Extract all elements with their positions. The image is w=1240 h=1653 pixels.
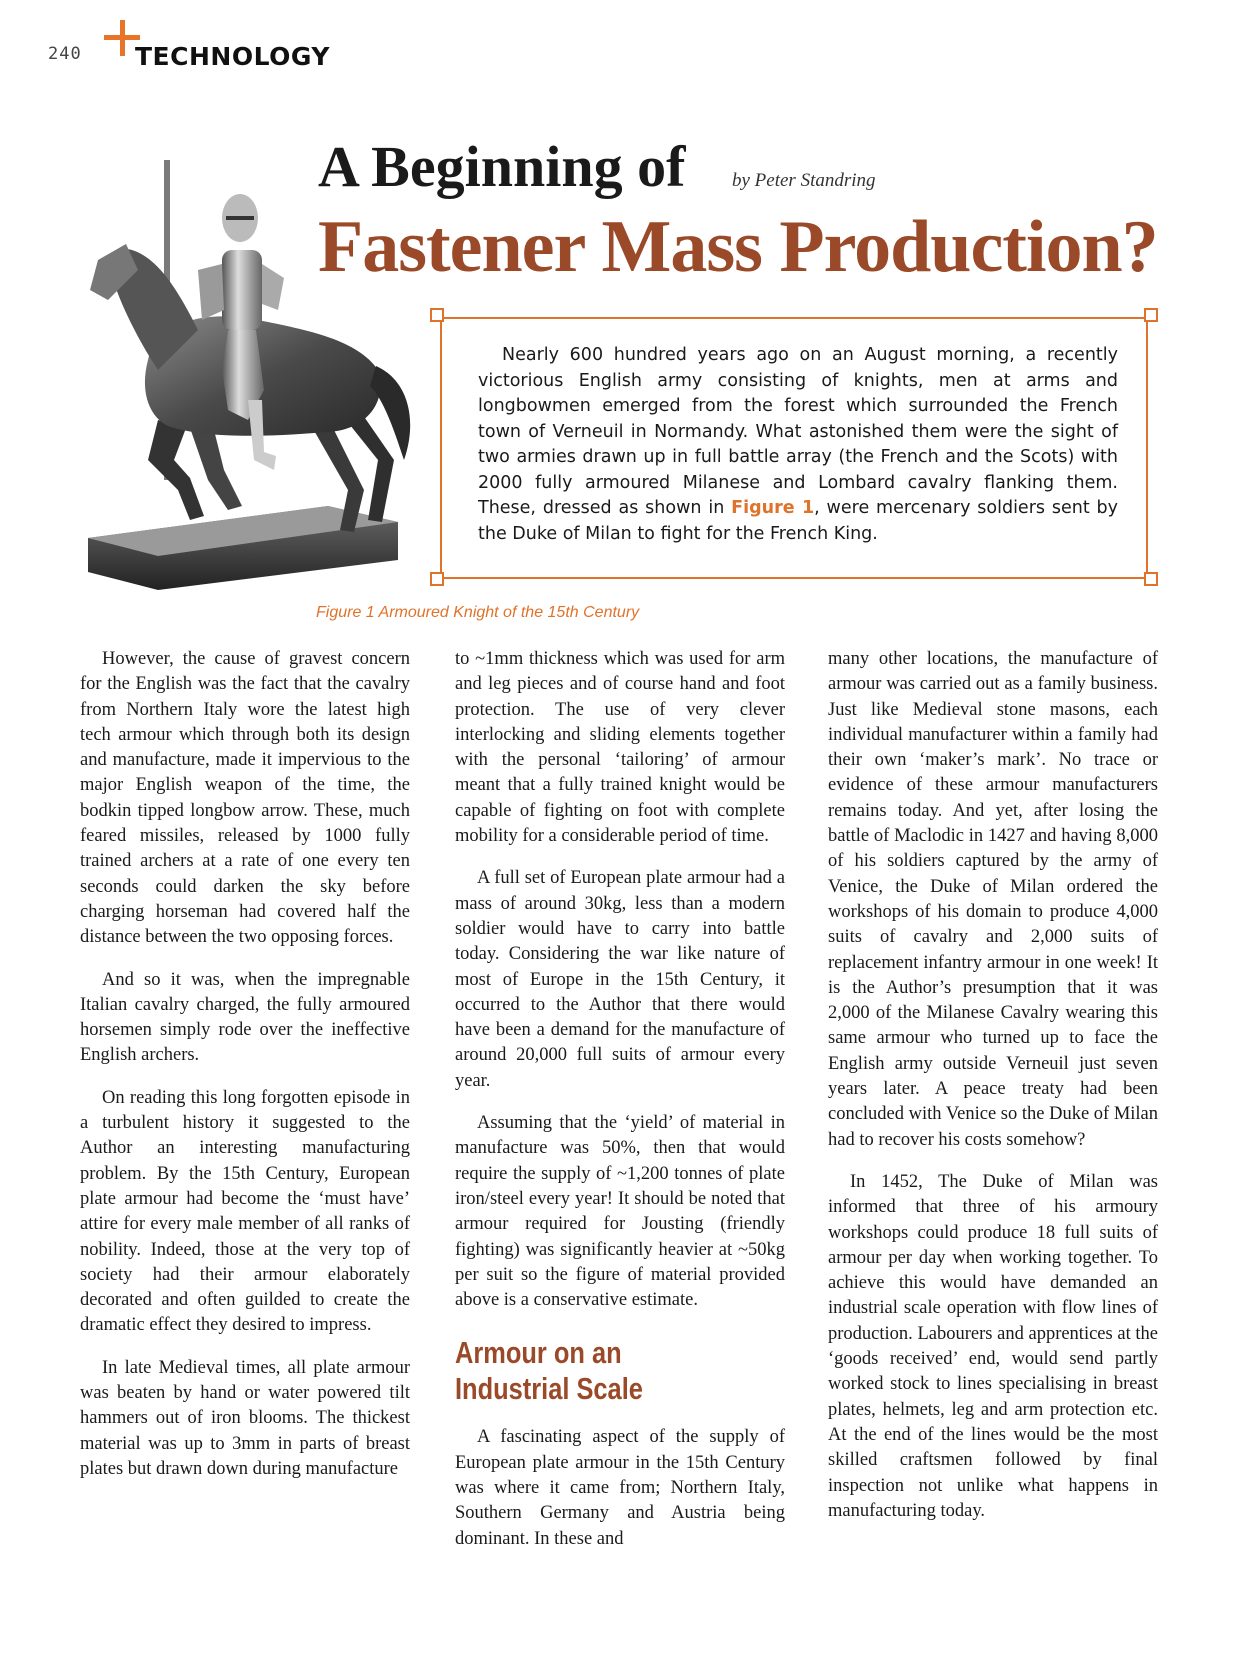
paragraph: A full set of European plate armour had a mass of around 30kg, less than a modern soldier would have to carry into battle today. Considering the war like nature of most of Europe in the 15th Century, it occurred to the Author that there would have been a demand for the manufacture of around 20,000 full suits of armour every year. <box>455 868 785 1091</box>
page-number: 240 <box>48 44 82 64</box>
title-line-2: Fastener Mass Production? <box>318 206 1158 288</box>
paragraph: In late Medieval times, all plate armour was beaten by hand or water powered tilt hammers out of iron blooms. The thickest material was up to 3mm in parts of breast plates but drawn down during manufacture <box>80 1357 410 1479</box>
title-line-1: A Beginning of <box>318 134 686 199</box>
paragraph: On reading this long forgotten episode in a turbulent history it suggested to the Author an interesting manufacturing problem. By the 15th Century, European plate armour had become the ‘must have’ attire for every male member of all ranks of nobility. Indeed, those at the very top of society had their armour elaborately decorated and often guilded to create the dramatic effect they desired to impress. <box>80 1087 410 1336</box>
paragraph: A fascinating aspect of the supply of European plate armour in the 15th Century was where it came from; Northern Italy, Southern Germany and Austria being dominant. In these and <box>455 1427 785 1549</box>
figure-caption: Figure 1 Armoured Knight of the 15th Century <box>316 604 640 621</box>
paragraph: many other locations, the manufacture of armour was carried out as a family business. Just like Medieval stone masons, each individual manufacturer within a family had their own ‘maker’s mark’. No trace or evidence of these armour manufacturers remains today. And yet, after losing the battle of Maclodic in 1427 and having 8,000 of his soldiers captured by the army of Venice, the Duke of Milan ordered the workshops of his domain to produce 4,000 suits of cavalry and 2,000 suits of replacement infantry armour in one week! It is the Author’s presumption that it was 2,000 of the Milanese Cavalry wearing this same armour who turned up to face the English army outside Verneuil just seven years later. A peace treaty had been concluded with Venice so the Duke of Milan had to recover his costs somehow? <box>828 649 1159 1150</box>
body-column-2 <box>455 647 785 1569</box>
paragraph: to ~1mm thickness which was used for arm and leg pieces and of course hand and foot protection. The use of very clever interlocking and sliding elements together with the personal ‘tailoring’ of armour meant that a fully trained knight would be capable of fighting on foot with complete mobility for a considerable period of time. <box>455 649 785 847</box>
intro-paragraph: Nearly 600 hundred years ago on an August morning, a recently victorious English army consisting of knights, men at arms and longbowmen emerged from the forest which surrounded the French town of Verneuil in Normandy. What astonished them were the sight of two armies drawn up in full battle array (the French and the Scots) with 2000 fully armoured Milanese and Lombard cavalry flanking them. These, dressed as shown in Figure 1, were mercenary soldiers sent by the Duke of Milan to fight for the French King. <box>478 345 1119 544</box>
frame-corner-bl <box>430 568 450 588</box>
section-label: TECHNOLOGY <box>135 42 330 71</box>
section-subheading: Armour on an Industrial Scale <box>455 1335 643 1407</box>
figure-reference: Figure 1 <box>731 498 815 518</box>
paragraph: In 1452, The Duke of Milan was informed that three of his armoury workshops could produce 18 full suits of armour per day when working together. To achieve this would have demanded an industrial scale operation with flow lines of production. Labourers and apprentices at the ‘goods received’ end, would send partly worked stock to lines specialising in breast plates, helmets, leg and arm protection etc. At the end of the lines would be the most skilled craftsmen followed by final inspection not unlike what happens in manufacturing today. <box>828 1171 1158 1521</box>
frame-corner-tr <box>1140 308 1160 328</box>
body-column-1 <box>80 647 410 1499</box>
frame-corner-br <box>1140 568 1160 588</box>
paragraph: And so it was, when the impregnable Italian cavalry charged, the fully armoured horsemen simply rode over the ineffective English archers. <box>80 969 410 1066</box>
byline: by Peter Standring <box>732 170 876 191</box>
paragraph: Assuming that the ‘yield’ of material in manufacture was 50%, then that would require the supply of ~1,200 tonnes of plate iron/steel every year! It should be noted that armour required for Jousting (friendly fighting) was significantly heavier at ~50kg per suit so the figure of material provided above is a conservative estimate. <box>455 1113 785 1311</box>
paragraph: However, the cause of gravest concern for the English was the fact that the cavalry from Northern Italy wore the latest high tech armour which through both its design and manufacture, made it impervious to the major English weapon of the time, the bodkin tipped longbow arrow. These, much feared missiles, released by 1000 fully trained archers at a rate of one every ten seconds could darken the sky before charging horseman had covered half the distance between the two opposing forces. <box>80 649 410 948</box>
armoured-knight-photo <box>78 160 498 620</box>
body-column-3 <box>828 647 1158 1541</box>
frame-corner-tl <box>430 308 450 328</box>
